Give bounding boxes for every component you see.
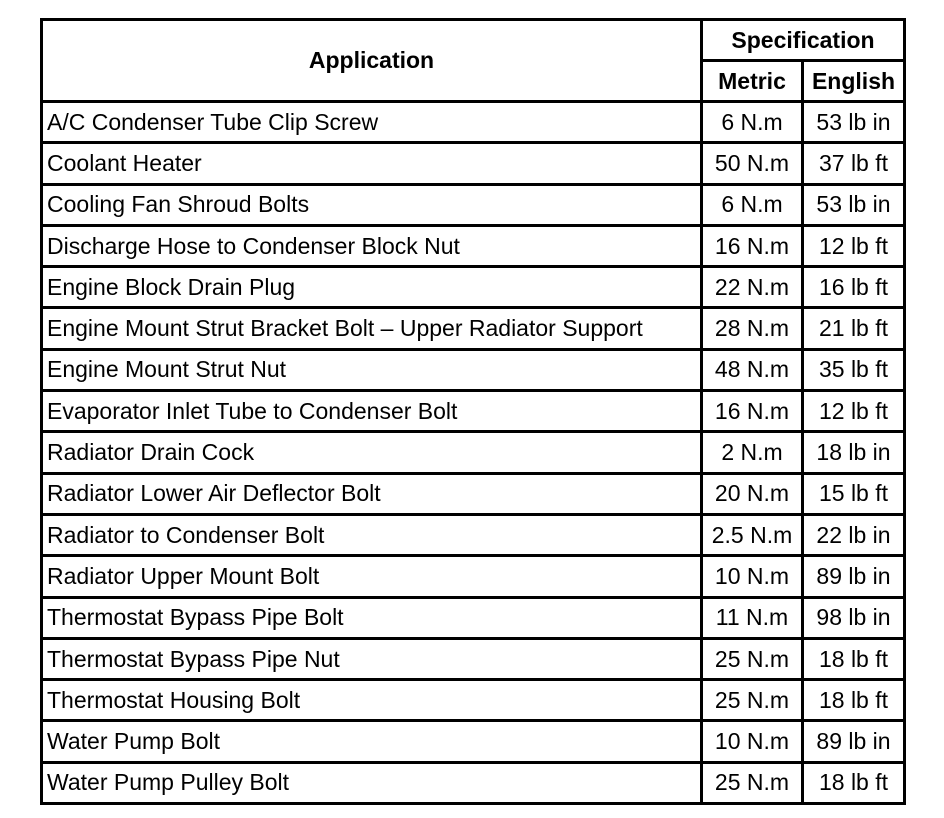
english-value-cell: 12 lb ft (803, 225, 905, 266)
english-value-cell: 21 lb ft (803, 308, 905, 349)
metric-value-cell: 50 N.m (702, 143, 803, 184)
table-row (42, 638, 905, 679)
table-row (42, 432, 905, 473)
table-row (42, 514, 905, 555)
table-row (42, 556, 905, 597)
application-cell: Engine Block Drain Plug (42, 267, 702, 308)
metric-column-header: Metric (702, 61, 803, 102)
application-cell: Cooling Fan Shroud Bolts (42, 184, 702, 225)
application-cell: Coolant Heater (42, 143, 702, 184)
english-value-cell: 89 lb in (803, 721, 905, 762)
application-column-header: Application (42, 20, 702, 102)
metric-value-cell: 6 N.m (702, 102, 803, 143)
table-row (42, 267, 905, 308)
table-header (42, 20, 905, 102)
english-value-cell: 37 lb ft (803, 143, 905, 184)
english-value-cell: 22 lb in (803, 514, 905, 555)
metric-value-cell: 25 N.m (702, 638, 803, 679)
specification-column-header: Specification (702, 20, 905, 61)
metric-value-cell: 10 N.m (702, 556, 803, 597)
application-cell: Discharge Hose to Condenser Block Nut (42, 225, 702, 266)
english-value-cell: 18 lb ft (803, 680, 905, 721)
metric-value-cell: 2 N.m (702, 432, 803, 473)
metric-value-cell: 2.5 N.m (702, 514, 803, 555)
english-value-cell: 16 lb ft (803, 267, 905, 308)
metric-value-cell: 10 N.m (702, 721, 803, 762)
table-row (42, 184, 905, 225)
english-value-cell: 53 lb in (803, 184, 905, 225)
table-body (42, 102, 905, 804)
application-cell: Radiator Upper Mount Bolt (42, 556, 702, 597)
fastener-specification-table (40, 18, 906, 805)
table-row (42, 391, 905, 432)
application-cell: Evaporator Inlet Tube to Condenser Bolt (42, 391, 702, 432)
table-row (42, 143, 905, 184)
metric-value-cell: 22 N.m (702, 267, 803, 308)
english-column-header: English (803, 61, 905, 102)
metric-value-cell: 16 N.m (702, 391, 803, 432)
application-cell: Thermostat Bypass Pipe Nut (42, 638, 702, 679)
application-cell: A/C Condenser Tube Clip Screw (42, 102, 702, 143)
english-value-cell: 18 lb ft (803, 762, 905, 803)
english-value-cell: 18 lb ft (803, 638, 905, 679)
table-row (42, 102, 905, 143)
application-cell: Radiator Lower Air Deflector Bolt (42, 473, 702, 514)
application-cell: Engine Mount Strut Bracket Bolt – Upper Radiator Support (42, 308, 702, 349)
english-value-cell: 12 lb ft (803, 391, 905, 432)
english-value-cell: 18 lb in (803, 432, 905, 473)
table-row (42, 721, 905, 762)
table-row (42, 225, 905, 266)
header-row-top (42, 20, 905, 61)
table-row (42, 762, 905, 803)
metric-value-cell: 6 N.m (702, 184, 803, 225)
table-row (42, 349, 905, 390)
metric-value-cell: 25 N.m (702, 680, 803, 721)
metric-value-cell: 25 N.m (702, 762, 803, 803)
table-row (42, 308, 905, 349)
english-value-cell: 89 lb in (803, 556, 905, 597)
metric-value-cell: 48 N.m (702, 349, 803, 390)
metric-value-cell: 11 N.m (702, 597, 803, 638)
metric-value-cell: 28 N.m (702, 308, 803, 349)
table-row (42, 473, 905, 514)
application-cell: Radiator Drain Cock (42, 432, 702, 473)
english-value-cell: 53 lb in (803, 102, 905, 143)
application-cell: Thermostat Bypass Pipe Bolt (42, 597, 702, 638)
english-value-cell: 15 lb ft (803, 473, 905, 514)
table-row (42, 597, 905, 638)
metric-value-cell: 16 N.m (702, 225, 803, 266)
application-cell: Engine Mount Strut Nut (42, 349, 702, 390)
metric-value-cell: 20 N.m (702, 473, 803, 514)
application-cell: Water Pump Bolt (42, 721, 702, 762)
english-value-cell: 98 lb in (803, 597, 905, 638)
application-cell: Radiator to Condenser Bolt (42, 514, 702, 555)
table-row (42, 680, 905, 721)
english-value-cell: 35 lb ft (803, 349, 905, 390)
application-cell: Thermostat Housing Bolt (42, 680, 702, 721)
application-cell: Water Pump Pulley Bolt (42, 762, 702, 803)
